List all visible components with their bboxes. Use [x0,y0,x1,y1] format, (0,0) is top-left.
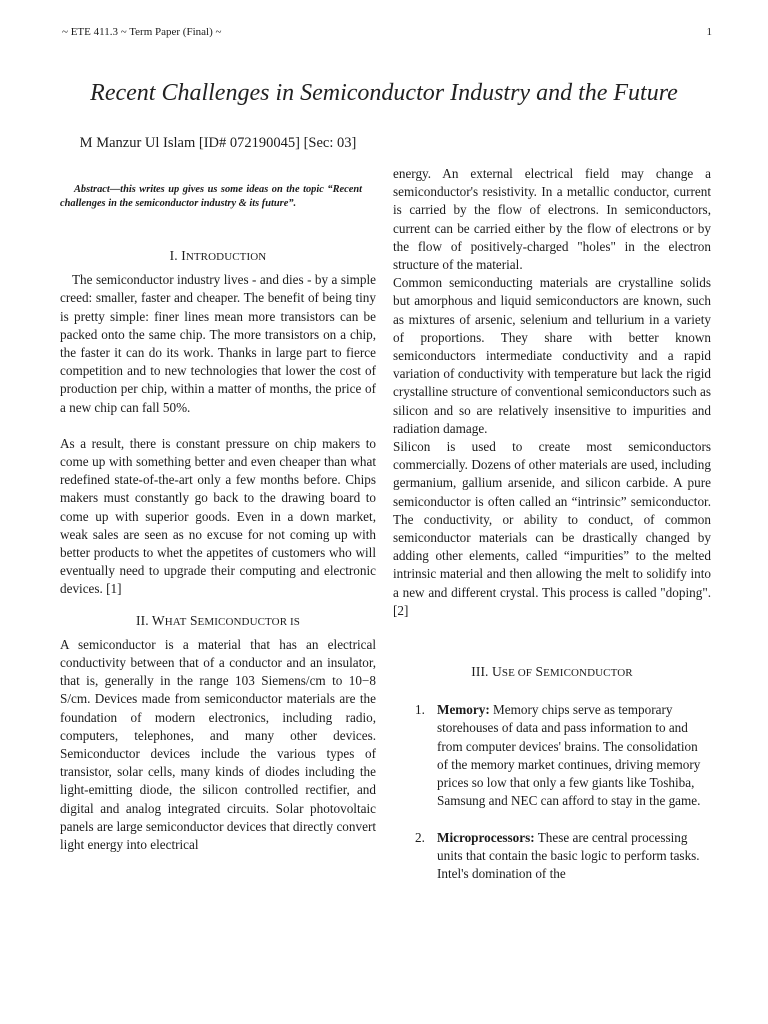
use-list [393,701,711,883]
right-column [393,165,711,883]
list-item: 1. Memory: Memory chips serve as temporary storehouses of data and pass information to and from computer devices' brains. The consolidation of the memory market continues, driving memory prices so low that only a few giants like Toshiba, Samsung and NEC can afford to stay in the game. [415,702,701,809]
what-paragraph-3: Silicon is used to create most semiconductors commercially. Dozens of other materials are used, including germanium, gallium arsenide, and silicon carbide. A pure semiconductor is often called an “intrinsic” semiconductor. The conductivity, or ability to conduct, of common semiconductor materials can be drastically changed by adding other elements, called “impurities” to the melted intrinsic material and then allowing the melt to solidify into a new and different crystal. This process is called "doping". [2] [393,439,711,618]
section-number: II. [136,612,149,628]
intro-paragraph-1: The semiconductor industry lives - and dies - by a simple creed: smaller, faster and cheaper. The benefit of being tiny is pretty simple: finer lines mean more transistors can be packed onto the same chip. The more transistors on a chip, the faster it can do its work. Thanks in large part to fierce competition and to new technologies that lower the cost of production per chip, within a matter of months, the price of a new chip can fall 50%. [60,272,376,415]
section-number: III. [471,664,489,680]
section-heading-what-semiconductor-is: II. WHAT SEMICONDUCTOR IS [136,612,300,628]
section-number: I. [169,248,178,263]
paper-title: Recent Challenges in Semiconductor Industry and the Future [90,80,678,106]
section-heading-introduction: I. INTRODUCTION [169,248,267,263]
what-paragraph-1-start: A semiconductor is a material that has an electrical conductivity between that of a conductor and an insulator, that is, generally in the range 103 Siemens/cm to 10−8 S/cm. Devices made from semiconductor materials are the foundation of modern electronics, including radio, computers, telephones, and many other devices. Semiconductor devices include the various types of transistor, solar cells, many kinds of diodes including the light-emitting diode, the silicon controlled rectifier, and digital and analog integrated circuits. Solar photovoltaic panels are large semiconductor devices that directly convert light energy into electrical [60,636,376,853]
abstract: Abstract—this writes up gives us some ideas on the topic “Recent challenges in the semiconductor industry & its future”. [60,184,362,209]
author-line: M Manzur Ul Islam [ID# 072190045] [Sec: 03] [79,135,357,151]
section-heading-use-of-semiconductor: III. USE OF SEMICONDUCTOR [471,664,633,680]
intro-paragraph-2: As a result, there is constant pressure on chip makers to come up with something better and even cheaper than what redefined state-of-the-art only a few months before. Chips makers must constantly go back to the drawing board to come up with superior goods. Even in a down market, weak sales are seen as no excuse for not coming up with better products to whet the appetites of customers who will eventually need to upgrade their computing and electronic devices. [1] [60,435,376,597]
what-paragraph-1-end: energy. An external electrical field may change a semiconductor's resistivity. In a metallic conductor, current is carried by the flow of electrons. In semiconductors, current can be carried either by the flow of electrons or by the flow of positively-charged "holes" in the electron structure of the material. [393,166,711,273]
what-paragraph-2: Common semiconducting materials are crystalline solids but amorphous and liquid semiconductors are known, such as mixtures of arsenic, selenium and tellurium in a variety of proportions. They share with better known semiconductors intermediate conductivity and a rapid variation of conductivity with temperature but lack the rigid crystalline structure of conventional semiconductors such as silicon and so are relatively insensitive to impurities and radiation damage. [393,275,711,436]
left-column [60,183,376,854]
running-header: ~ ETE 411.3 ~ Term Paper (Final) ~ [62,26,222,38]
list-item: 2. Microprocessors: These are central processing units that contain the basic logic to perform tasks. Intel's domination of the [415,829,700,881]
page-number: 1 [706,26,712,38]
